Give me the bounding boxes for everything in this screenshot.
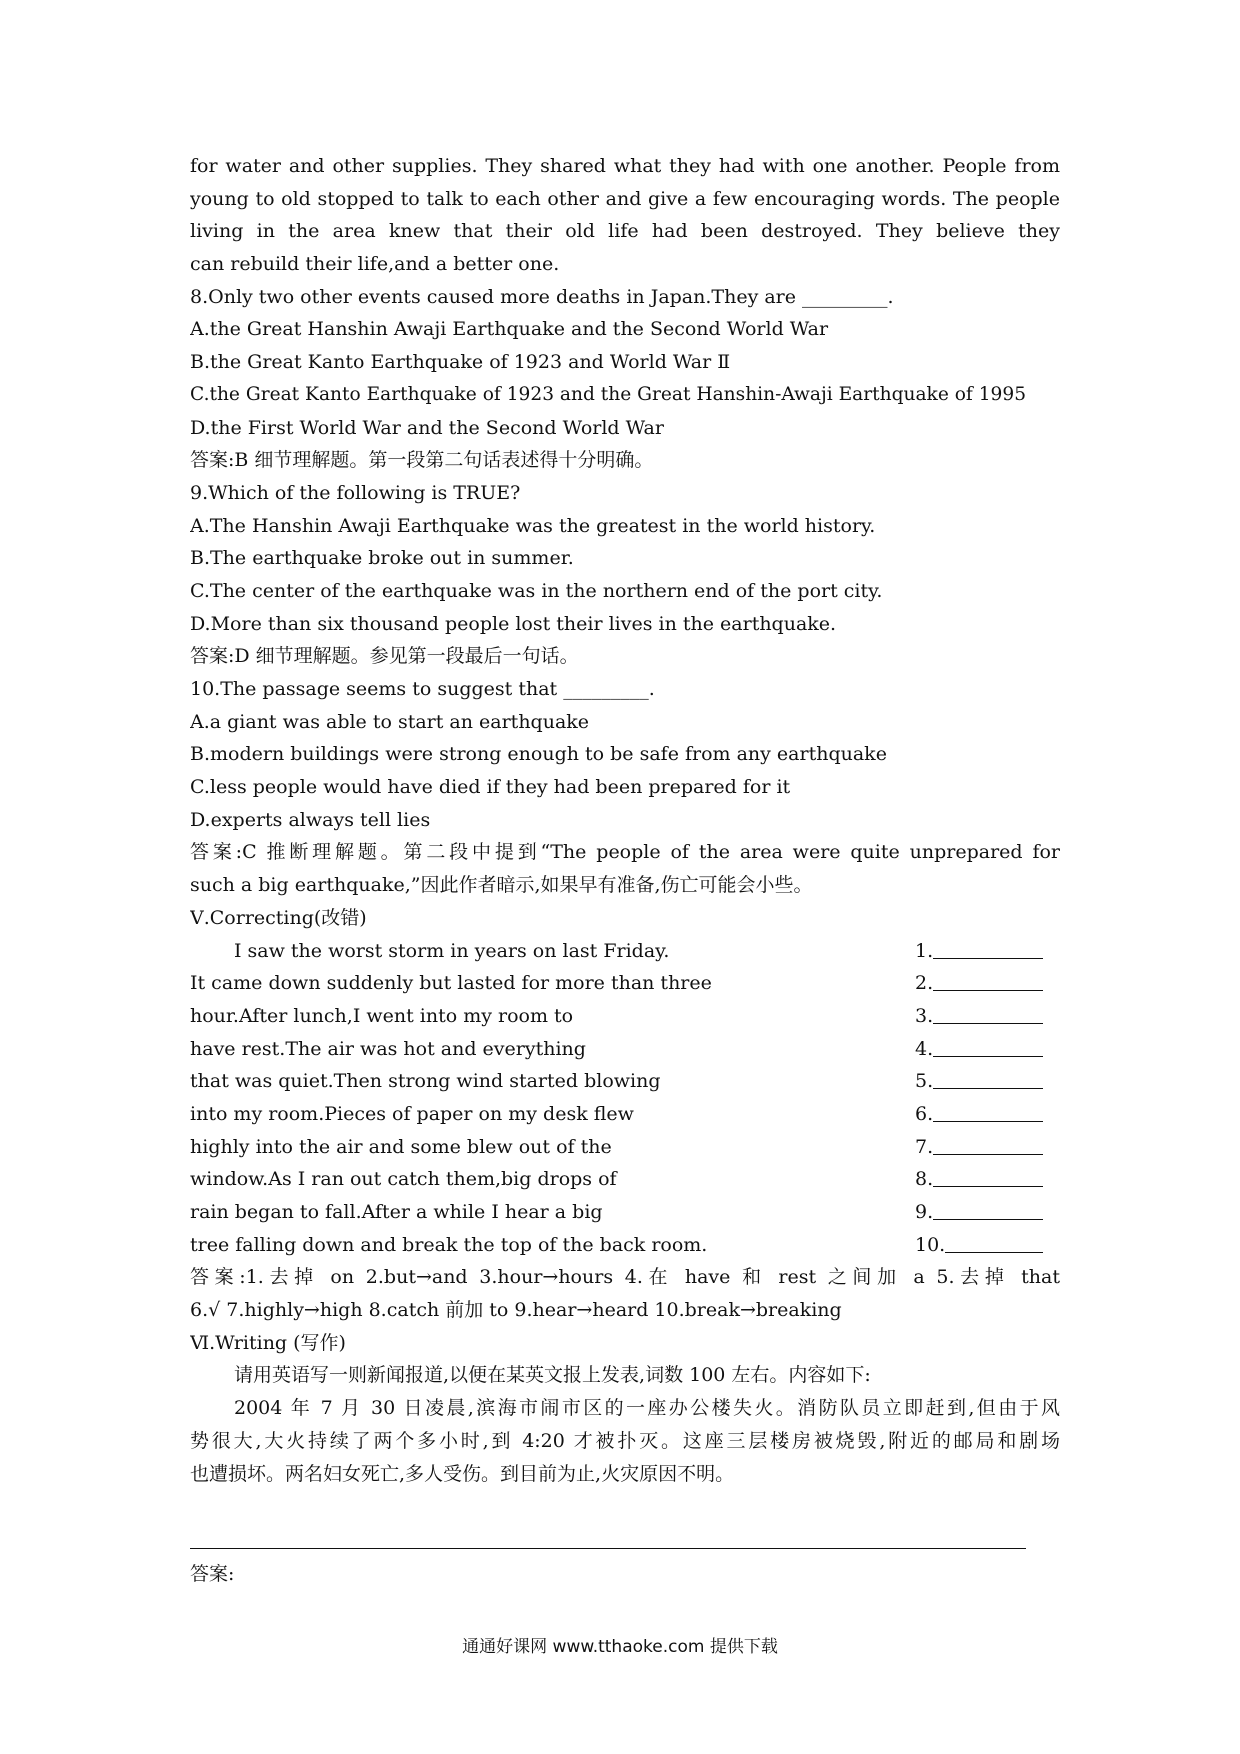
passage-line: living in the area knew that their old life had been destroyed. They believe they: [190, 220, 1060, 243]
correcting-line: [190, 967, 1060, 1000]
question-10-option-a: A.a giant was able to start an earthquake: [190, 710, 590, 733]
writing-prompt-line: 2004 年 7 月 30 日凌晨,滨海市闹市区的一座办公楼失火。消防队员立即赶到,但由于风: [234, 1397, 1060, 1420]
question-8-answer: 答案:B 细节理解题。第一段第二句话表述得十分明确。: [190, 449, 654, 472]
question-8-option-c: C.the Great Kanto Earthquake of 1923 and the Great Hanshin-Awaji Earthquake of 1995: [190, 383, 1027, 405]
question-9-option-c: C.The center of the earthquake was in the northern end of the port city.: [190, 579, 883, 602]
question-10-answer: such a big earthquake,”因此作者暗示,如果早有准备,伤亡可能会小些。: [190, 874, 813, 897]
correcting-text: It came down suddenly but lasted for more than three: [190, 972, 712, 995]
passage-line: young to old stopped to talk to each other and give a few encouraging words. The people: [190, 187, 1060, 210]
correcting-text: rain began to fall.After a while I hear a big: [190, 1201, 603, 1223]
correcting-blank: 6.: [915, 1098, 1043, 1131]
correcting-text: hour.After lunch,I went into my room to: [190, 1004, 574, 1027]
correcting-blank: 8.: [915, 1163, 1043, 1196]
writing-prompt-line: 请用英语写一则新闻报道,以便在某英文报上发表,词数 100 左右。内容如下:: [234, 1364, 871, 1387]
question-8-option-a: A.the Great Hanshin Awaji Earthquake and the Second World War: [190, 318, 829, 341]
correcting-line: [190, 1065, 1060, 1098]
correcting-line: [190, 1033, 1060, 1066]
correcting-line: [190, 1131, 1060, 1164]
correcting-blank: 7.: [915, 1131, 1043, 1164]
correcting-blank: 9.: [915, 1196, 1043, 1229]
correcting-answer: 6.√ 7.highly→high 8.catch 前加 to 9.hear→heard 10.break→breaking: [190, 1299, 842, 1322]
answer-divider: [190, 1548, 1026, 1549]
correcting-text: have rest.The air was hot and everything: [190, 1037, 586, 1060]
page-footer: 通通好课网 www.tthaoke.com 提供下载: [462, 1637, 778, 1657]
correcting-line: [190, 1229, 1060, 1262]
correcting-text: that was quiet.Then strong wind started blowing: [190, 1070, 661, 1093]
writing-prompt-line: 也遭损坏。两名妇女死亡,多人受伤。到目前为止,火灾原因不明。: [190, 1462, 735, 1485]
section-heading-correcting: Ⅴ.Correcting(改错): [190, 906, 367, 929]
question-9-answer: 答案:D 细节理解题。参见第一段最后一句话。: [190, 645, 579, 668]
correcting-blank: 3.: [915, 1000, 1043, 1033]
correcting-line: [190, 1163, 1060, 1196]
writing-answer-label: 答案:: [190, 1563, 235, 1585]
correcting-blank: 10.: [915, 1229, 1043, 1262]
question-10-option-c: C.less people would have died if they had been prepared for it: [190, 776, 791, 799]
question-9-option-d: D.More than six thousand people lost their lives in the earthquake.: [190, 612, 837, 635]
correcting-line: [190, 1000, 1060, 1033]
question-10-option-b: B.modern buildings were strong enough to be safe from any earthquake: [190, 743, 887, 766]
question-8-option-b: B.the Great Kanto Earthquake of 1923 and World War Ⅱ: [190, 351, 731, 374]
correcting-blank: 2.: [915, 967, 1043, 1000]
question-8-stem: 8.Only two other events caused more deaths in Japan.They are _________.: [190, 285, 894, 308]
correcting-text: I saw the worst storm in years on last Friday.: [234, 939, 670, 962]
correcting-blank: 5.: [915, 1065, 1043, 1098]
section-heading-writing: Ⅵ.Writing (写作): [190, 1331, 346, 1354]
question-10-stem: 10.The passage seems to suggest that _________.: [190, 678, 655, 700]
correcting-blank: 4.: [915, 1033, 1043, 1066]
question-8-option-d: D.the First World War and the Second World War: [190, 416, 664, 439]
question-10-answer: 答案:C 推断理解题。第二段中提到“The people of the area were quite unprepared for: [190, 841, 1060, 864]
question-9-option-a: A.The Hanshin Awaji Earthquake was the greatest in the world history.: [190, 514, 876, 537]
correcting-text: window.As I ran out catch them,big drops of: [190, 1168, 617, 1191]
passage-line: for water and other supplies. They shared what they had with one another. People from: [190, 155, 1060, 177]
question-10-option-d: D.experts always tell lies: [190, 808, 431, 831]
correcting-text: tree falling down and break the top of the back room.: [190, 1233, 708, 1256]
correcting-text: into my room.Pieces of paper on my desk flew: [190, 1102, 634, 1125]
correcting-text: highly into the air and some blew out of the: [190, 1135, 612, 1158]
question-9-stem: 9.Which of the following is TRUE?: [190, 481, 521, 504]
correcting-line: [190, 1196, 1060, 1229]
passage-line: can rebuild their life,and a better one.: [190, 253, 560, 276]
question-9-option-b: B.The earthquake broke out in summer.: [190, 547, 574, 570]
correcting-line: [190, 1098, 1060, 1131]
correcting-line: [190, 935, 1060, 968]
document-body: [190, 150, 1060, 1490]
correcting-blank: 1.: [915, 935, 1043, 968]
writing-prompt-line: 势很大,大火持续了两个多小时,到 4:20 才被扑灭。这座三层楼房被烧毁,附近的邮局和剧场: [190, 1429, 1060, 1452]
correcting-answer: 答案:1.去掉 on 2.but→and 3.hour→hours 4.在 have 和 rest 之间加 a 5.去掉 that: [190, 1266, 1060, 1289]
